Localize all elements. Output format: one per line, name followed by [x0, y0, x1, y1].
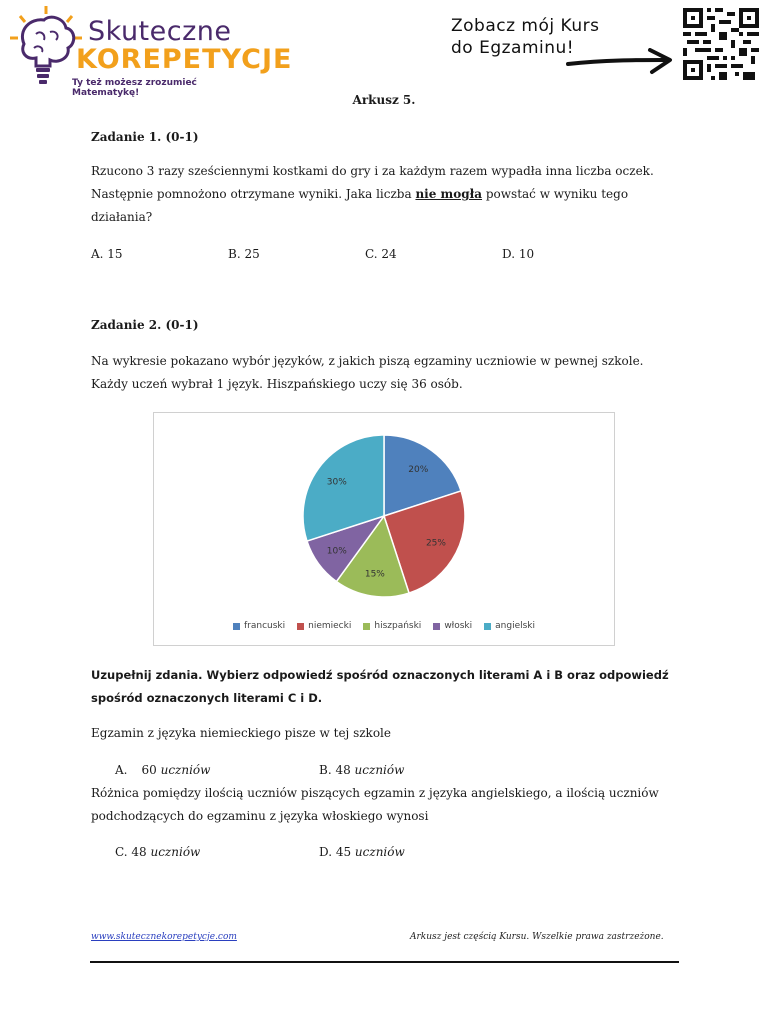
option-c-unit: uczniów [150, 845, 201, 859]
pie-label-włoski: 10% [326, 546, 347, 557]
pie-label-francuski: 20% [408, 464, 429, 475]
logo-line2: KOREPETYCJE [76, 44, 293, 75]
legend-label: francuski [243, 621, 286, 631]
legend-item-włoski [433, 621, 472, 631]
sentence2-line2: podchodzących do egzaminu z języka włoskiego wynosi [91, 809, 429, 823]
task2-text [91, 350, 691, 396]
option-c[interactable] [115, 841, 200, 864]
pie-chart [153, 412, 615, 646]
legend-item-angielski [484, 621, 535, 631]
task2-heading: Zadanie 2. (0-1) [91, 318, 199, 332]
task1-heading: Zadanie 1. (0-1) [91, 130, 199, 144]
legend-label: niemiecki [308, 621, 352, 631]
task2-line1: Na wykresie pokazano wybór języków, z jakich piszą egzaminy uczniowie w pewnej szkole. [91, 354, 644, 368]
sheet-title: Arkusz 5. [352, 93, 416, 107]
task1-answer-a[interactable]: A. 15 [91, 247, 123, 261]
arrow-right-icon [566, 48, 676, 78]
qr-code-icon [683, 8, 759, 80]
legend-swatch [433, 623, 440, 630]
task1-line2-end: powstać w wyniku tego [482, 187, 629, 201]
sentence2 [91, 782, 691, 828]
promo-line2: do Egzaminu! [451, 38, 575, 58]
option-b-label: B. 48 [319, 763, 351, 777]
task1-line1: Rzucono 3 razy sześciennymi kostkami do gry i za każdym razem wypadła inna liczba oczek. [91, 164, 654, 178]
logo-line1: Skuteczne [88, 16, 232, 47]
legend-label: hiszpański [374, 621, 422, 631]
task1-line2 [91, 183, 691, 206]
task2-line2: Każdy uczeń wybrał 1 język. Hiszpańskiego uczy się 36 osób. [91, 377, 463, 391]
instruction-line1: Uzupełnij zdania. Wybierz odpowiedź spośród oznaczonych literami A i B oraz odpowiedź [91, 668, 669, 682]
option-b[interactable] [319, 759, 404, 782]
option-a-unit: uczniów [160, 763, 211, 777]
pie-label-niemiecki: 25% [425, 538, 446, 549]
task1-line3: działania? [91, 210, 153, 224]
task1-answer-b[interactable]: B. 25 [228, 247, 260, 261]
instruction-line2: spośród oznaczonych literami C i D. [91, 691, 323, 705]
legend-swatch [484, 623, 491, 630]
task2-instruction [91, 664, 691, 710]
task1-emphasis: nie mogła [415, 187, 483, 201]
logo-tagline: Ty też możesz zrozumieć Matematykę! [72, 78, 197, 98]
logo[interactable] [6, 4, 293, 98]
option-c-label: C. 48 [115, 845, 147, 859]
option-a-label: A. [115, 763, 128, 777]
option-a-value: 60 [141, 763, 157, 777]
pie-label-hiszpański: 15% [364, 569, 385, 580]
legend-label: angielski [495, 621, 536, 631]
footer-note: Arkusz jest częścią Kursu. Wszelkie prawa zastrzeżone. [410, 932, 664, 942]
option-b-unit: uczniów [354, 763, 405, 777]
pie-chart-plot [154, 413, 614, 613]
footer-link[interactable]: www.skutecznekorepetycje.com [91, 932, 237, 942]
legend-swatch [297, 623, 304, 630]
option-a[interactable] [115, 759, 210, 782]
option-d[interactable] [319, 841, 405, 864]
option-d-label: D. 45 [319, 845, 352, 859]
sentence1: Egzamin z języka niemieckiego pisze w tej szkole [91, 726, 391, 740]
task1-answer-c[interactable]: C. 24 [365, 247, 397, 261]
promo-line1: Zobacz mój Kurs [451, 16, 600, 36]
qr-code[interactable] [683, 8, 759, 80]
legend-label: włoski [444, 621, 473, 631]
legend-item-hiszpański [363, 621, 421, 631]
legend-item-niemiecki [297, 621, 351, 631]
legend-swatch [233, 623, 240, 630]
footer-rule [90, 961, 679, 963]
task1-answer-d[interactable]: D. 10 [502, 247, 535, 261]
task1-line2-start: Następnie pomnożono otrzymane wyniki. Jaka liczba [91, 187, 416, 201]
legend-item-francuski [233, 621, 285, 631]
sentence2-line1: Różnica pomiędzy ilością uczniów piszących egzamin z języka angielskiego, a ilością uczniów [91, 786, 659, 800]
option-d-unit: uczniów [354, 845, 405, 859]
legend-swatch [363, 623, 370, 630]
chart-legend [154, 621, 614, 631]
pie-label-angielski: 30% [326, 477, 347, 488]
task1-text [91, 160, 691, 229]
